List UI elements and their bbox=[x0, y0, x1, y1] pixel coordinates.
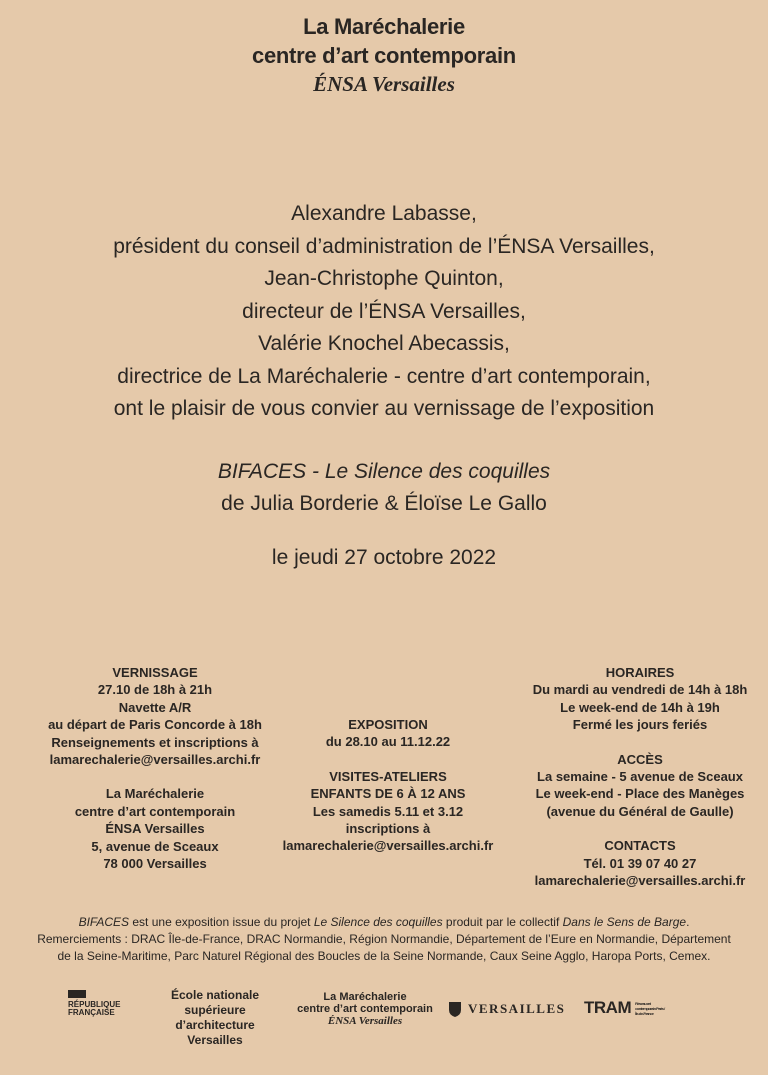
invitation-line: président du conseil d’administration de l’ÉNSA Versailles, bbox=[113, 234, 655, 258]
marechalerie-logo bbox=[292, 991, 438, 1027]
logo-text: VERSAILLES bbox=[468, 1001, 566, 1016]
footer-credits bbox=[0, 914, 768, 965]
left-column bbox=[10, 664, 300, 872]
exhibition-title: BIFACES - Le Silence des coquilles bbox=[217, 460, 551, 483]
shuttle-departure: au départ de Paris Concorde à 18h bbox=[48, 717, 262, 733]
expo-dates: du 28.10 au 11.12.22 bbox=[325, 734, 451, 750]
logo-text: La Maréchalerie bbox=[323, 991, 407, 1003]
invitation-line: Alexandre Labasse, bbox=[291, 202, 477, 225]
logo-text: ÉNSA Versailles bbox=[327, 1015, 403, 1027]
exhibition-date: le jeudi 27 octobre 2022 bbox=[271, 546, 497, 569]
exhibition-artists: de Julia Borderie & Éloïse Le Gallo bbox=[221, 492, 547, 515]
footer-collective: Dans le Sens de Barge bbox=[562, 915, 687, 929]
header bbox=[0, 12, 768, 98]
address-name: La Maréchalerie bbox=[105, 786, 205, 802]
address-school: ÉNSA Versailles bbox=[105, 821, 205, 837]
invitation-line: Jean-Christophe Quinton, bbox=[264, 267, 504, 290]
partner-logos bbox=[0, 986, 768, 1047]
logo-text: RÉPUBLIQUE bbox=[68, 1000, 121, 1009]
footer-project: Le Silence des coquilles bbox=[313, 915, 443, 929]
workshops-age: ENFANTS DE 6 À 12 ANS bbox=[310, 786, 466, 802]
info-text: Renseignements et inscriptions à bbox=[51, 734, 259, 750]
vernissage-title: VERNISSAGE bbox=[112, 665, 198, 680]
access-title: ACCÈS bbox=[617, 751, 663, 767]
access-weekend: Le week-end - Place des Manèges bbox=[535, 786, 745, 802]
shuttle: Navette A/R bbox=[118, 699, 192, 715]
address-street: 5, avenue de Sceaux bbox=[91, 838, 219, 854]
hours-weekend: Le week-end de 14h à 19h bbox=[560, 699, 720, 715]
vernissage-time: 27.10 de 18h à 21h bbox=[97, 682, 213, 698]
footer-line-1 bbox=[0, 914, 768, 931]
header-line-2: centre d’art contemporain bbox=[252, 43, 516, 68]
footer-line-2: Remerciements : DRAC Île-de-France, DRAC Normandie, Région Normandie, Département de l’Eure en Normandie, Département bbox=[37, 932, 731, 946]
address-city: 78 000 Versailles bbox=[103, 856, 207, 872]
phone: Tél. 01 39 07 40 27 bbox=[583, 855, 697, 871]
workshops-title: VISITES-ATELIERS bbox=[329, 768, 447, 784]
access-week: La semaine - 5 avenue de Sceaux bbox=[537, 769, 743, 785]
logo-text: supérieure d’architecture bbox=[175, 1003, 255, 1032]
invitation-line: ont le plaisir de vous convier au vernissage de l’exposition bbox=[113, 397, 655, 420]
logo-text: École nationale bbox=[170, 988, 260, 1002]
crest-icon bbox=[448, 1000, 462, 1018]
footer-text: produit par le collectif bbox=[442, 915, 563, 929]
hours-week: Du mardi au vendredi de 14h à 18h bbox=[532, 682, 748, 698]
footer-title: BIFACES bbox=[78, 915, 130, 929]
tram-logo bbox=[584, 998, 665, 1018]
email-link[interactable]: lamarechalerie@versailles.archi.fr bbox=[49, 752, 261, 768]
email-link[interactable]: lamarechalerie@versailles.archi.fr bbox=[534, 873, 746, 889]
workshops-dates: Les samedis 5.11 et 3.12 bbox=[312, 803, 464, 819]
marianne-icon bbox=[68, 990, 86, 998]
header-line-3: ÉNSA Versailles bbox=[313, 72, 455, 96]
republique-francaise-logo bbox=[68, 990, 120, 1017]
middle-column bbox=[268, 716, 508, 855]
logo-text: Réseau art contemporain Paris / Île-de-France bbox=[635, 1000, 665, 1016]
footer-text: . bbox=[686, 915, 690, 929]
footer-line-3: de la Seine-Maritime, Parc Naturel Régional des Boucles de la Seine Normande, Caux Seine Agglo, Haropa Ports, Cemex. bbox=[57, 949, 711, 963]
header-line-1: La Maréchalerie bbox=[303, 14, 465, 39]
versailles-logo bbox=[448, 1000, 565, 1018]
access-detail: (avenue du Général de Gaulle) bbox=[546, 803, 734, 819]
logo-text: centre d’art contemporain bbox=[297, 1003, 433, 1015]
invitation-text bbox=[0, 198, 768, 426]
exhibition-block bbox=[0, 456, 768, 574]
invitation-line: directeur de l’ÉNSA Versailles, bbox=[242, 299, 526, 323]
contacts-title: CONTACTS bbox=[604, 838, 676, 854]
invitation-line: Valérie Knochel Abecassis, bbox=[258, 332, 510, 355]
hours-closed: Fermé les jours feriés bbox=[572, 717, 708, 733]
logo-text: Versailles bbox=[187, 1033, 243, 1047]
footer-text: est une exposition issue du projet bbox=[129, 915, 314, 929]
invitation-line: directrice de La Maréchalerie - centre d’art contemporain, bbox=[117, 364, 651, 388]
workshops-signup: inscriptions à bbox=[345, 821, 431, 837]
logo-text: FRANÇAISE bbox=[68, 1008, 115, 1017]
hours-title: HORAIRES bbox=[605, 665, 675, 680]
expo-title: EXPOSITION bbox=[348, 717, 428, 732]
right-column bbox=[500, 664, 768, 889]
logo-text: TRAM bbox=[584, 998, 632, 1017]
address-sub: centre d’art contemporain bbox=[74, 803, 236, 819]
email-link[interactable]: lamarechalerie@versailles.archi.fr bbox=[282, 838, 494, 854]
ensa-logo bbox=[146, 988, 284, 1048]
